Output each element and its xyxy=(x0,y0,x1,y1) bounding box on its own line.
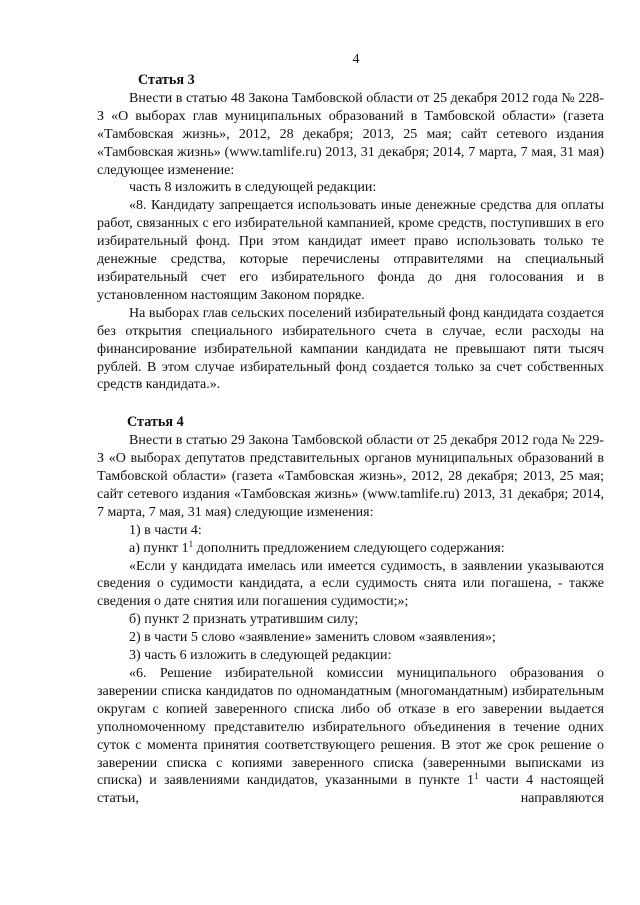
article-4-item-2: 2) в части 5 слово «заявление» заменить словом «заявления»; xyxy=(129,630,496,646)
article-4-heading: Статья 4 xyxy=(127,414,184,431)
page-number: 4 xyxy=(352,52,360,67)
article-4-item-1a-quote: «Если у кандидата имелась или имеется судимость, в заявлении указываются сведения о судимости кандидата, а если судимость снята или погашена, - также сведения о дате снятия или погашения судимости;»; xyxy=(97,558,604,610)
item-1a-superscript: 1 xyxy=(188,538,194,549)
item-1a-pre: а) пункт 1 xyxy=(129,540,189,556)
item-3-quote-post: части 4 настоящей статьи, направляются xyxy=(97,773,605,807)
article-3-new-text-p1: «8. Кандидату запрещается использовать иные денежные средства для оплаты работ, связанных с его избирательной кампанией, кроме средств, поступивших в его избирательный фонд. При этом кандидат имеет право использовать только те денежные средства, которые перечислены отправителями на специальный избирательный счет его избирательного фонда до дня голосования и в установленном настоящим Законом порядке. xyxy=(97,198,604,303)
item-1a-post: дополнить предложением следующего содержания: xyxy=(193,540,505,556)
article-4-item-3-quote xyxy=(97,665,604,808)
article-3-heading: Статья 3 xyxy=(138,72,195,88)
article-3-intro: Внести в статью 48 Закона Тамбовской области от 25 декабря 2012 года № 228-З «О выборах глав муниципальных образований в Тамбовской области» (газета «Тамбовская жизнь», 2012, 28 декабря; 2013, 25 мая; сайт сетевого издания «Тамбовская жизнь» (www.tamlife.ru) 2013, 31 декабря; 2014, 7 марта, 7 мая, 31 мая) следующее изменение: xyxy=(97,90,604,178)
item-3-quote-pre: «6. Решение избирательной комиссии муниципального образования о заверении списка кандидатов по одномандатным (многомандатным) избирательным округам с копией заверенного списка либо об отказе в его заверении выдается уполномоченному представителю избирательного объединения в течение одних суток с момента принятия соответствующего решения. В этот же срок решение о заверении списка с копиями заверенного списка (заверенными выписками из списка) и заявлениями кандидатов, указанными в пункте 1 xyxy=(97,666,604,789)
article-4-item-1: 1) в части 4: xyxy=(129,522,202,538)
article-3-new-text-p2: На выборах глав сельских поселений избирательный фонд кандидата создается без открытия специального избирательного счета в случае, если расходы на финансирование избирательной кампании кандидата не превышают пяти тысяч рублей. В этом случае избирательный фонд создается только за счет собственных средств кандидата.». xyxy=(97,305,604,393)
item-3-quote-superscript: 1 xyxy=(473,771,479,782)
article-4-intro: Внести в статью 29 Закона Тамбовской области от 25 декабря 2012 года № 229-З «О выборах депутатов представительных органов муниципальных образований в Тамбовской области» (газета «Тамбовская жизнь», 2012, 28 декабря; 2013, 25 мая; сайт сетевого издания «Тамбовская жизнь» (www.tamlife.ru) 2013, 31 декабря; 2014, 7 марта, 7 мая, 31 мая) следующие изменения: xyxy=(97,433,604,520)
article-4-item-1b: б) пункт 2 признать утратившим силу; xyxy=(129,612,359,628)
article-4-item-1a xyxy=(97,540,604,558)
article-3-change: часть 8 изложить в следующей редакции: xyxy=(129,180,377,196)
article-4-item-3: 3) часть 6 изложить в следующей редакции: xyxy=(129,648,392,664)
document-body xyxy=(97,72,604,808)
